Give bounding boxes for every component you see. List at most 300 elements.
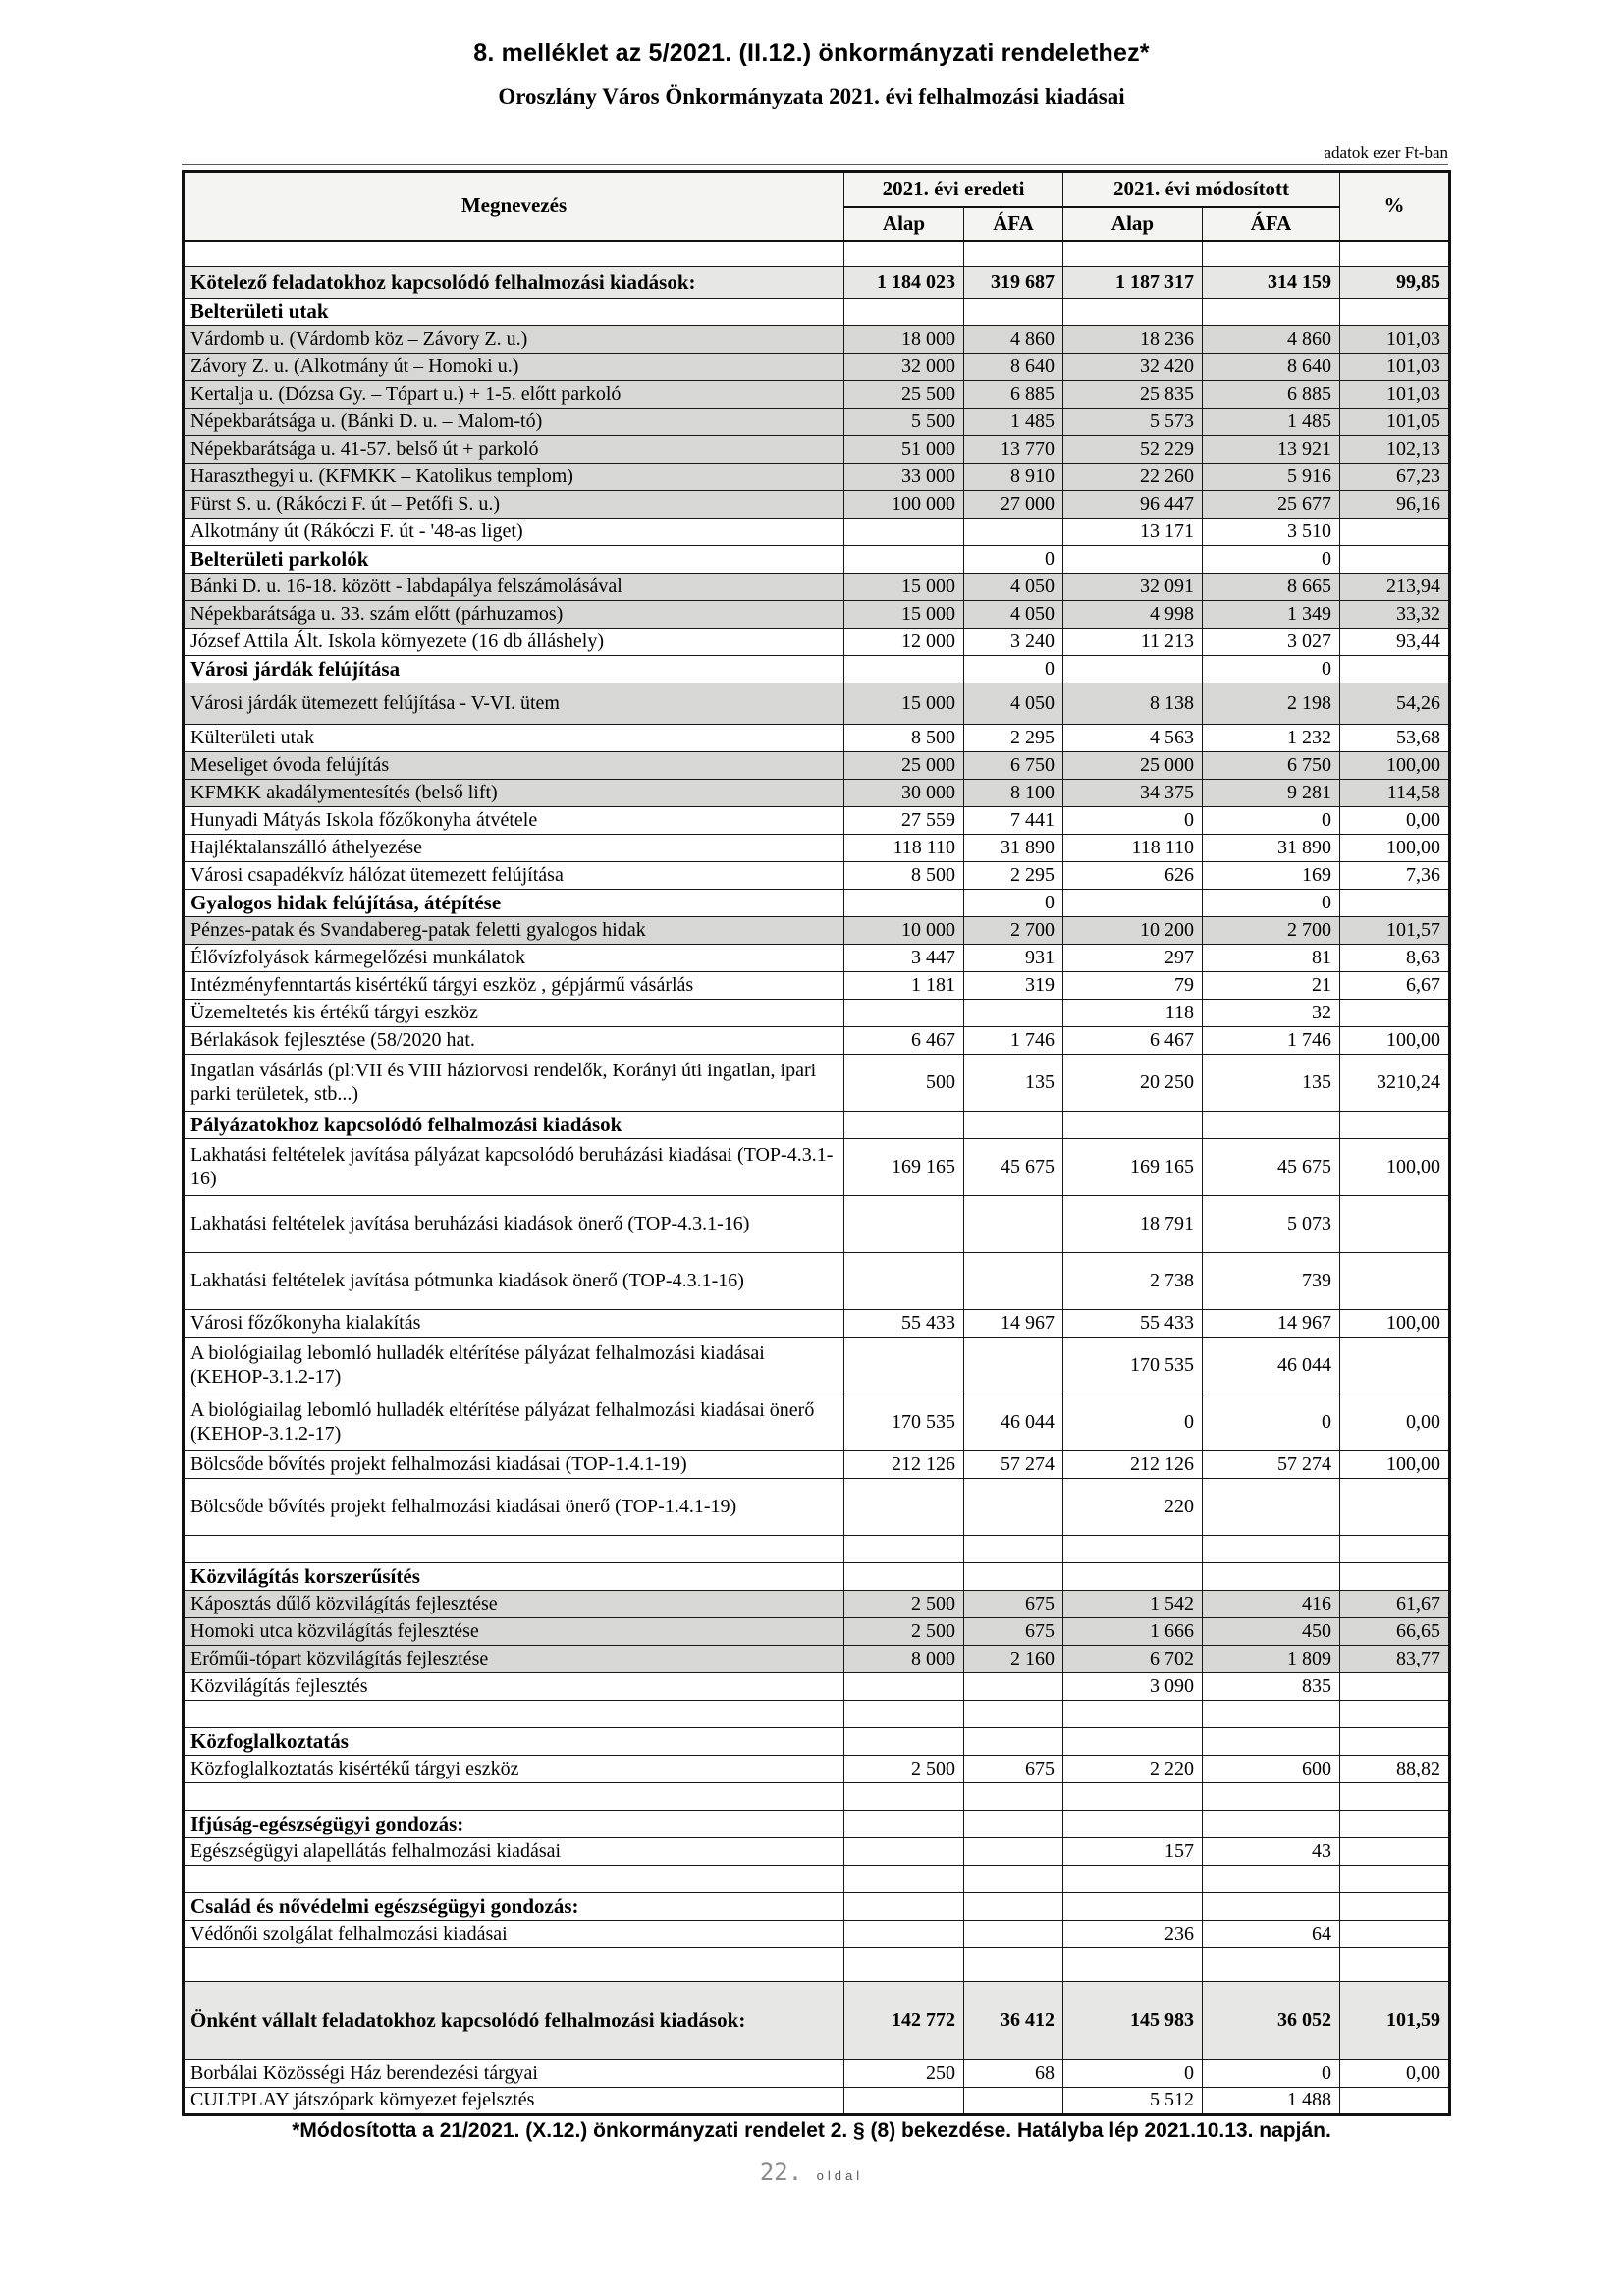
table-row [184, 752, 1450, 780]
value-cell: 169 165 [844, 1139, 964, 1196]
value-cell: 2 500 [844, 1756, 964, 1783]
value-cell [844, 1253, 964, 1310]
spacer-row [184, 1701, 1450, 1728]
value-cell [1340, 241, 1450, 267]
page-number-value: 22. [759, 2159, 803, 2186]
value-cell: 3 510 [1203, 519, 1340, 546]
table-row [184, 464, 1450, 491]
table-header [184, 172, 1450, 241]
value-cell: 739 [1203, 1253, 1340, 1310]
row-label-cell: Lakhatási feltételek javítása pályázat kapcsolódó beruházási kiadásai (TOP-4.3.1-16) [184, 1139, 844, 1196]
value-cell [1203, 1701, 1340, 1728]
value-cell: 9 281 [1203, 780, 1340, 807]
section-row [184, 1728, 1450, 1756]
row-label-cell: A biológiailag lebomló hulladék eltérítése pályázat felhalmozási kiadásai önerő (KEHOP-3.1.2-17) [184, 1394, 844, 1451]
value-cell: 0 [1203, 890, 1340, 917]
table-row [184, 1756, 1450, 1783]
value-cell [964, 1921, 1063, 1948]
row-label-cell: Hunyadi Mátyás Iskola főzőkonyha átvétele [184, 807, 844, 835]
value-cell: 6 750 [964, 752, 1063, 780]
row-label-cell [184, 1948, 844, 1982]
value-cell: 4 860 [1203, 326, 1340, 354]
value-cell [844, 1673, 964, 1701]
value-cell: 25 500 [844, 381, 964, 409]
value-cell: 57 274 [1203, 1451, 1340, 1479]
table-row [184, 1646, 1450, 1673]
value-cell: 1 181 [844, 972, 964, 1000]
value-cell: 13 770 [964, 436, 1063, 464]
value-cell: 297 [1063, 945, 1203, 972]
value-cell: 79 [1063, 972, 1203, 1000]
value-cell: 0 [1203, 2060, 1340, 2088]
value-cell [1063, 1536, 1203, 1563]
value-cell: 416 [1203, 1591, 1340, 1618]
value-cell [1340, 1338, 1450, 1394]
row-label-cell: Pályázatokhoz kapcsolódó felhalmozási kiadások [184, 1112, 844, 1139]
table-row [184, 972, 1450, 1000]
table-row [184, 725, 1450, 752]
table-row [184, 1338, 1450, 1394]
units-note: adatok ezer Ft-ban [182, 143, 1448, 165]
value-cell [1063, 1701, 1203, 1728]
value-cell: 45 675 [964, 1139, 1063, 1196]
row-label-cell: Lakhatási feltételek javítása pótmunka kiadások önerő (TOP-4.3.1-16) [184, 1253, 844, 1310]
page-number-suffix: oldal [816, 2168, 864, 2183]
value-cell [1203, 1783, 1340, 1811]
table-row [184, 1673, 1450, 1701]
value-cell: 45 675 [1203, 1139, 1340, 1196]
value-cell [844, 1728, 964, 1756]
table-row [184, 1196, 1450, 1253]
value-cell [964, 1253, 1063, 1310]
table-row [184, 629, 1450, 656]
value-cell: 15 000 [844, 601, 964, 629]
value-cell: 3 090 [1063, 1673, 1203, 1701]
value-cell: 100 000 [844, 491, 964, 519]
value-cell [1340, 1783, 1450, 1811]
row-label-cell: Meseliget óvoda felújítás [184, 752, 844, 780]
value-cell [1203, 1112, 1340, 1139]
value-cell: 114,58 [1340, 780, 1450, 807]
value-cell: 600 [1203, 1756, 1340, 1783]
value-cell: 14 967 [964, 1310, 1063, 1338]
value-cell: 4 050 [964, 683, 1063, 725]
value-cell: 12 000 [844, 629, 964, 656]
value-cell: 1 542 [1063, 1591, 1203, 1618]
section-row [184, 890, 1450, 917]
value-cell: 1 746 [1203, 1027, 1340, 1055]
value-cell: 36 052 [1203, 1982, 1340, 2060]
value-cell: 3 240 [964, 629, 1063, 656]
value-cell [1340, 890, 1450, 917]
value-cell [1340, 1112, 1450, 1139]
section-row [184, 1893, 1450, 1921]
value-cell: 142 772 [844, 1982, 964, 2060]
row-label-cell: Belterületi parkolók [184, 546, 844, 574]
value-cell: 118 110 [844, 835, 964, 862]
table-row [184, 354, 1450, 381]
value-cell: 450 [1203, 1618, 1340, 1646]
value-cell [964, 1866, 1063, 1893]
table-row [184, 1618, 1450, 1646]
value-cell [1203, 1536, 1340, 1563]
value-cell: 5 573 [1063, 409, 1203, 436]
value-cell: 0,00 [1340, 807, 1450, 835]
value-cell: 4 998 [1063, 601, 1203, 629]
value-cell: 1 485 [1203, 409, 1340, 436]
value-cell: 27 000 [964, 491, 1063, 519]
value-cell: 0 [964, 546, 1063, 574]
value-cell [844, 2088, 964, 2115]
value-cell [844, 1112, 964, 1139]
value-cell: 8 910 [964, 464, 1063, 491]
value-cell: 213,94 [1340, 574, 1450, 601]
value-cell: 32 420 [1063, 354, 1203, 381]
row-label-cell: Ifjúság-egészségügyi gondozás: [184, 1811, 844, 1838]
value-cell [1340, 1701, 1450, 1728]
value-cell: 11 213 [1063, 629, 1203, 656]
header-group-original: 2021. évi eredeti [844, 172, 1063, 207]
row-label-cell: KFMKK akadálymentesítés (belső lift) [184, 780, 844, 807]
value-cell [1063, 1948, 1203, 1982]
table-row [184, 1921, 1450, 1948]
value-cell [964, 1563, 1063, 1591]
value-cell: 2 160 [964, 1646, 1063, 1673]
value-cell [844, 890, 964, 917]
row-label-cell: Család és nővédelmi egészségügyi gondozás: [184, 1893, 844, 1921]
value-cell: 0 [964, 890, 1063, 917]
value-cell: 68 [964, 2060, 1063, 2088]
value-cell: 34 375 [1063, 780, 1203, 807]
value-cell: 25 677 [1203, 491, 1340, 519]
table-row [184, 519, 1450, 546]
table-row [184, 917, 1450, 945]
row-label-cell: Közvilágítás fejlesztés [184, 1673, 844, 1701]
value-cell [1340, 656, 1450, 683]
value-cell: 3 027 [1203, 629, 1340, 656]
row-label-cell: Borbálai Közösségi Ház berendezési tárgyai [184, 2060, 844, 2088]
value-cell: 101,59 [1340, 1982, 1450, 2060]
value-cell [964, 2088, 1063, 2115]
value-cell: 54,26 [1340, 683, 1450, 725]
value-cell: 18 000 [844, 326, 964, 354]
row-label-cell [184, 1536, 844, 1563]
value-cell [1340, 2088, 1450, 2115]
value-cell: 3 447 [844, 945, 964, 972]
value-cell: 10 200 [1063, 917, 1203, 945]
value-cell [964, 1000, 1063, 1027]
value-cell: 81 [1203, 945, 1340, 972]
row-label-cell: József Attila Ált. Iskola környezete (16 db álláshely) [184, 629, 844, 656]
value-cell: 0 [1063, 1394, 1203, 1451]
value-cell [1340, 299, 1450, 326]
row-label-cell: Fürst S. u. (Rákóczi F. út – Petőfi S. u.) [184, 491, 844, 519]
value-cell: 2 500 [844, 1618, 964, 1646]
row-label-cell: Závory Z. u. (Alkotmány út – Homoki u.) [184, 354, 844, 381]
value-cell: 0 [1203, 1394, 1340, 1451]
value-cell: 6 885 [1203, 381, 1340, 409]
value-cell: 1 485 [964, 409, 1063, 436]
table-row [184, 436, 1450, 464]
header-sub-afa-modified: ÁFA [1203, 207, 1340, 241]
document-title: 8. melléklet az 5/2021. (II.12.) önkormányzati rendelethez* [473, 39, 1150, 67]
row-label-cell [184, 241, 844, 267]
value-cell: 67,23 [1340, 464, 1450, 491]
value-cell [1340, 1479, 1450, 1536]
value-cell: 8 500 [844, 862, 964, 890]
value-cell: 931 [964, 945, 1063, 972]
value-cell: 4 050 [964, 574, 1063, 601]
value-cell [844, 1563, 964, 1591]
value-cell: 1 488 [1203, 2088, 1340, 2115]
value-cell: 2 500 [844, 1591, 964, 1618]
value-cell: 6 885 [964, 381, 1063, 409]
row-label-cell: Káposztás dűlő közvilágítás fejlesztése [184, 1591, 844, 1618]
value-cell: 0 [1203, 807, 1340, 835]
value-cell: 8 640 [1203, 354, 1340, 381]
value-cell: 36 412 [964, 1982, 1063, 2060]
value-cell: 31 890 [964, 835, 1063, 862]
row-label-cell: Kötelező feladatokhoz kapcsolódó felhalmozási kiadások: [184, 267, 844, 299]
value-cell: 0 [1203, 546, 1340, 574]
value-cell [1340, 1866, 1450, 1893]
value-cell: 27 559 [844, 807, 964, 835]
value-cell: 25 000 [1063, 752, 1203, 780]
value-cell: 13 171 [1063, 519, 1203, 546]
value-cell: 675 [964, 1618, 1063, 1646]
value-cell [964, 241, 1063, 267]
value-cell: 8 138 [1063, 683, 1203, 725]
value-cell: 96,16 [1340, 491, 1450, 519]
value-cell: 0 [1203, 656, 1340, 683]
value-cell: 4 860 [964, 326, 1063, 354]
value-cell: 10 000 [844, 917, 964, 945]
value-cell: 6 467 [1063, 1027, 1203, 1055]
value-cell: 88,82 [1340, 1756, 1450, 1783]
value-cell: 43 [1203, 1838, 1340, 1866]
section-row [184, 1563, 1450, 1591]
row-label-cell: Városi járdák ütemezett felújítása - V-VI. ütem [184, 683, 844, 725]
value-cell: 169 [1203, 862, 1340, 890]
value-cell: 100,00 [1340, 835, 1450, 862]
value-cell [1063, 1811, 1203, 1838]
value-cell [844, 1196, 964, 1253]
value-cell: 32 [1203, 1000, 1340, 1027]
value-cell [1203, 1893, 1340, 1921]
value-cell: 33 000 [844, 464, 964, 491]
value-cell [1340, 1000, 1450, 1027]
value-cell [1063, 299, 1203, 326]
value-cell [1340, 1253, 1450, 1310]
row-label-cell: Önként vállalt feladatokhoz kapcsolódó felhalmozási kiadások: [184, 1982, 844, 2060]
row-label-cell: Bérlakások fejlesztése (58/2020 hat. [184, 1027, 844, 1055]
value-cell: 1 349 [1203, 601, 1340, 629]
value-cell [1203, 1563, 1340, 1591]
value-cell: 135 [1203, 1055, 1340, 1112]
table-row [184, 1838, 1450, 1866]
value-cell: 2 700 [964, 917, 1063, 945]
value-cell [844, 241, 964, 267]
value-cell: 57 274 [964, 1451, 1063, 1479]
value-cell: 0,00 [1340, 1394, 1450, 1451]
section-row [184, 299, 1450, 326]
value-cell: 8 640 [964, 354, 1063, 381]
table-row [184, 1591, 1450, 1618]
value-cell: 100,00 [1340, 1451, 1450, 1479]
table-row [184, 1253, 1450, 1310]
table-row [184, 1394, 1450, 1451]
value-cell: 1 232 [1203, 725, 1340, 752]
value-cell [1203, 1948, 1340, 1982]
value-cell [964, 1811, 1063, 1838]
value-cell [964, 1479, 1063, 1536]
value-cell: 66,65 [1340, 1618, 1450, 1646]
table-row [184, 945, 1450, 972]
value-cell: 319 [964, 972, 1063, 1000]
value-cell [1340, 519, 1450, 546]
row-label-cell: Alkotmány út (Rákóczi F. út - '48-as liget) [184, 519, 844, 546]
value-cell [964, 1728, 1063, 1756]
table-row [184, 1139, 1450, 1196]
value-cell: 8 100 [964, 780, 1063, 807]
row-label-cell [184, 1783, 844, 1811]
value-cell: 675 [964, 1756, 1063, 1783]
value-cell: 25 000 [844, 752, 964, 780]
value-cell: 1 666 [1063, 1618, 1203, 1646]
value-cell [964, 299, 1063, 326]
value-cell: 236 [1063, 1921, 1203, 1948]
row-label-cell: Intézményfenntartás kisértékű tárgyi eszköz , gépjármű vásárlás [184, 972, 844, 1000]
row-label-cell: Várdomb u. (Várdomb köz – Závory Z. u.) [184, 326, 844, 354]
value-cell: 170 535 [844, 1394, 964, 1451]
value-cell: 46 044 [1203, 1338, 1340, 1394]
value-cell: 135 [964, 1055, 1063, 1112]
value-cell: 250 [844, 2060, 964, 2088]
value-cell: 118 [1063, 1000, 1203, 1027]
value-cell: 1 809 [1203, 1646, 1340, 1673]
table-row [184, 862, 1450, 890]
spacer-row [184, 1783, 1450, 1811]
row-label-cell: Bölcsőde bővítés projekt felhalmozási kiadásai önerő (TOP-1.4.1-19) [184, 1479, 844, 1536]
table-row [184, 2060, 1450, 2088]
value-cell: 100,00 [1340, 1310, 1450, 1338]
value-cell: 32 000 [844, 354, 964, 381]
value-cell [1203, 1479, 1340, 1536]
value-cell [844, 1000, 964, 1027]
value-cell: 3210,24 [1340, 1055, 1450, 1112]
value-cell [964, 1948, 1063, 1982]
value-cell [964, 1783, 1063, 1811]
value-cell: 2 220 [1063, 1756, 1203, 1783]
value-cell [844, 1948, 964, 1982]
table-row [184, 1310, 1450, 1338]
value-cell [1340, 1196, 1450, 1253]
value-cell [1203, 1866, 1340, 1893]
value-cell: 675 [964, 1591, 1063, 1618]
value-cell [844, 1893, 964, 1921]
table-row [184, 807, 1450, 835]
value-cell: 18 236 [1063, 326, 1203, 354]
budget-table [182, 170, 1451, 2116]
value-cell: 32 091 [1063, 574, 1203, 601]
value-cell: 13 921 [1203, 436, 1340, 464]
value-cell: 61,67 [1340, 1591, 1450, 1618]
value-cell: 83,77 [1340, 1646, 1450, 1673]
value-cell [1340, 1563, 1450, 1591]
spacer-row [184, 1866, 1450, 1893]
value-cell: 33,32 [1340, 601, 1450, 629]
value-cell: 5 512 [1063, 2088, 1203, 2115]
value-cell: 20 250 [1063, 1055, 1203, 1112]
table-row [184, 574, 1450, 601]
row-label-cell: Homoki utca közvilágítás fejlesztése [184, 1618, 844, 1646]
value-cell: 170 535 [1063, 1338, 1203, 1394]
value-cell: 157 [1063, 1838, 1203, 1866]
value-cell: 55 433 [844, 1310, 964, 1338]
value-cell: 14 967 [1203, 1310, 1340, 1338]
row-label-cell: Bánki D. u. 16-18. között - labdapálya felszámolásával [184, 574, 844, 601]
value-cell: 100,00 [1340, 1139, 1450, 1196]
row-label-cell: Élővízfolyások kármegelőzési munkálatok [184, 945, 844, 972]
row-label-cell: Külterületi utak [184, 725, 844, 752]
row-label-cell: Közfoglalkoztatás kisértékű tárgyi eszköz [184, 1756, 844, 1783]
value-cell: 99,85 [1340, 267, 1450, 299]
document-subtitle: Oroszlány Város Önkormányzata 2021. évi felhalmozási kiadásai [498, 84, 1125, 109]
value-cell [844, 1338, 964, 1394]
value-cell: 93,44 [1340, 629, 1450, 656]
row-label-cell: A biológiailag lebomló hulladék eltérítése pályázat felhalmozási kiadásai (KEHOP-3.1.2-17) [184, 1338, 844, 1394]
row-label-cell: Közvilágítás korszerűsítés [184, 1563, 844, 1591]
row-label-cell: Népekbarátsága u. 41-57. belső út + parkoló [184, 436, 844, 464]
section-row [184, 656, 1450, 683]
value-cell [1340, 1728, 1450, 1756]
value-cell: 0 [1063, 807, 1203, 835]
value-cell: 8 000 [844, 1646, 964, 1673]
value-cell [1340, 1948, 1450, 1982]
value-cell [964, 1673, 1063, 1701]
value-cell: 7,36 [1340, 862, 1450, 890]
value-cell: 101,03 [1340, 381, 1450, 409]
value-cell: 1 187 317 [1063, 267, 1203, 299]
value-cell: 835 [1203, 1673, 1340, 1701]
value-cell: 15 000 [844, 683, 964, 725]
header-sub-afa-original: ÁFA [964, 207, 1063, 241]
row-label-cell: Lakhatási feltételek javítása beruházási kiadások önerő (TOP-4.3.1-16) [184, 1196, 844, 1253]
section-row [184, 1811, 1450, 1838]
value-cell: 319 687 [964, 267, 1063, 299]
value-cell [1340, 1838, 1450, 1866]
value-cell: 6 467 [844, 1027, 964, 1055]
row-label-cell: Városi főzőkonyha kialakítás [184, 1310, 844, 1338]
value-cell [1063, 656, 1203, 683]
value-cell: 101,03 [1340, 326, 1450, 354]
value-cell [1063, 890, 1203, 917]
row-label-cell: Belterületi utak [184, 299, 844, 326]
value-cell: 626 [1063, 862, 1203, 890]
value-cell [844, 519, 964, 546]
value-cell: 5 916 [1203, 464, 1340, 491]
spacer-row [184, 1536, 1450, 1563]
value-cell: 169 165 [1063, 1139, 1203, 1196]
value-cell: 18 791 [1063, 1196, 1203, 1253]
value-cell: 64 [1203, 1921, 1340, 1948]
row-label-cell: Népekbarátsága u. 33. szám előtt (párhuzamos) [184, 601, 844, 629]
value-cell [844, 1701, 964, 1728]
value-cell: 8,63 [1340, 945, 1450, 972]
value-cell: 212 126 [844, 1451, 964, 1479]
row-label-cell: Városi járdák felújítása [184, 656, 844, 683]
value-cell: 51 000 [844, 436, 964, 464]
